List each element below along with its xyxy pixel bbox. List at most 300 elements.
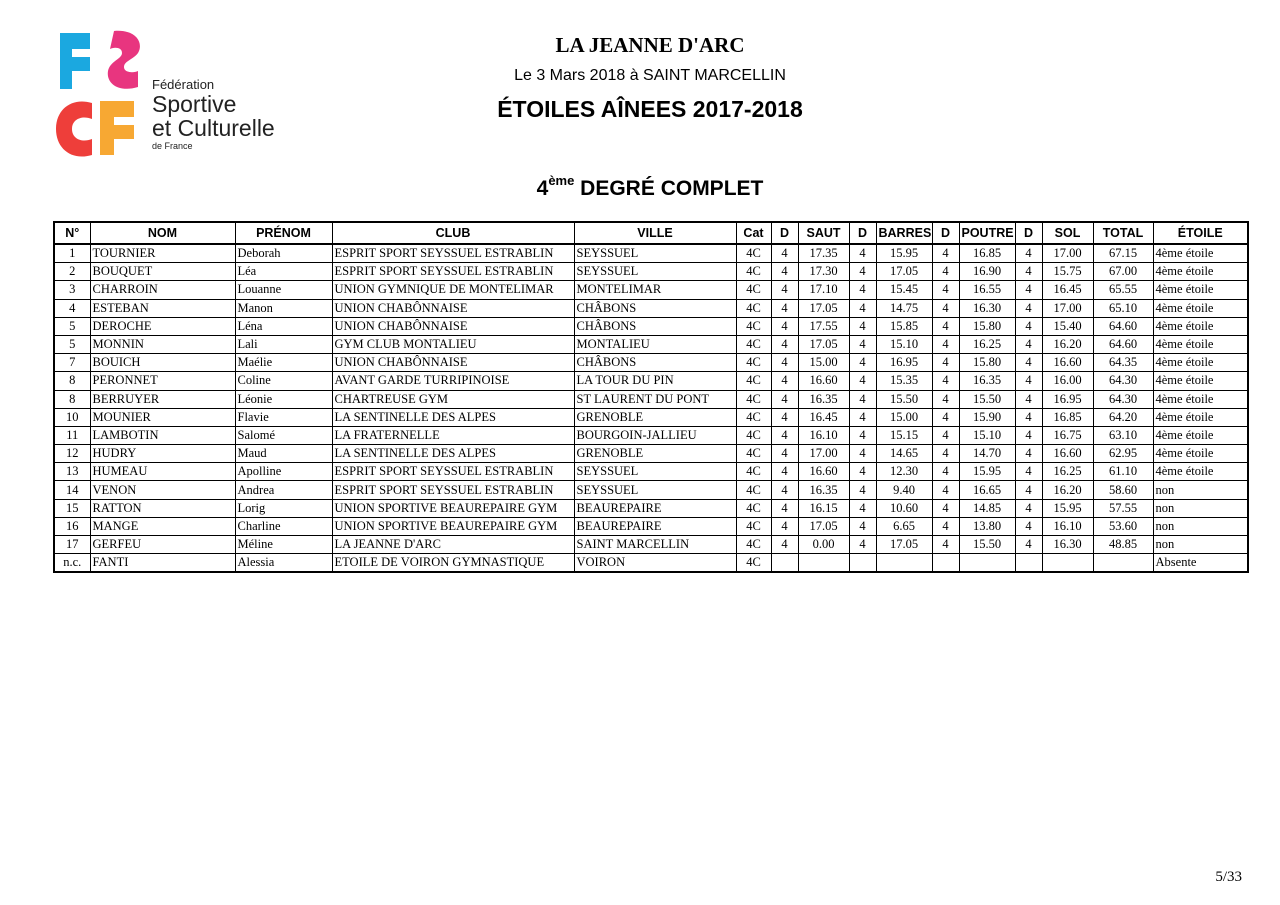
table-cell <box>876 554 932 573</box>
table-cell: LA SENTINELLE DES ALPES <box>332 445 574 463</box>
table-cell: MONTELIMAR <box>574 281 736 299</box>
table-cell: 15.50 <box>959 536 1015 554</box>
column-header: D <box>771 222 798 244</box>
table-cell: 4 <box>771 354 798 372</box>
table-cell: 16.60 <box>1042 354 1093 372</box>
table-cell: SEYSSUEL <box>574 481 736 499</box>
table-cell: 4 <box>849 263 876 281</box>
table-cell: 65.55 <box>1093 281 1153 299</box>
table-cell: Léa <box>235 263 332 281</box>
table-cell: 16.30 <box>959 299 1015 317</box>
table-cell: 4 <box>932 481 959 499</box>
table-cell: 16.00 <box>1042 372 1093 390</box>
table-cell: LA TOUR DU PIN <box>574 372 736 390</box>
table-cell: 4 <box>1015 299 1042 317</box>
table-cell: 4 <box>771 481 798 499</box>
table-cell: 4 <box>932 426 959 444</box>
table-cell: 4ème étoile <box>1153 445 1248 463</box>
table-cell: 16.45 <box>798 408 849 426</box>
logo-line-3: et Culturelle <box>152 115 275 141</box>
table-cell: 17 <box>54 536 90 554</box>
table-cell: UNION SPORTIVE BEAUREPAIRE GYM <box>332 499 574 517</box>
table-cell: 4 <box>932 263 959 281</box>
column-header: NOM <box>90 222 235 244</box>
table-cell: 16.90 <box>959 263 1015 281</box>
table-cell: 15.85 <box>876 317 932 335</box>
table-cell: 15.95 <box>876 244 932 263</box>
table-cell: Flavie <box>235 408 332 426</box>
table-cell: 4 <box>771 445 798 463</box>
table-cell: LA SENTINELLE DES ALPES <box>332 408 574 426</box>
table-cell: BOUICH <box>90 354 235 372</box>
table-cell: 4 <box>1015 426 1042 444</box>
table-cell: CHÂBONS <box>574 354 736 372</box>
table-cell: 4 <box>849 481 876 499</box>
table-cell: 4 <box>1015 281 1042 299</box>
table-cell: BOURGOIN-JALLIEU <box>574 426 736 444</box>
table-cell: 4 <box>932 281 959 299</box>
table-cell: 4 <box>1015 244 1042 263</box>
table-cell: 4ème étoile <box>1153 408 1248 426</box>
table-cell: 15.10 <box>959 426 1015 444</box>
table-cell <box>798 554 849 573</box>
table-cell: 2 <box>54 263 90 281</box>
table-cell: 64.60 <box>1093 335 1153 353</box>
table-row <box>54 354 1248 372</box>
table-cell: 15.80 <box>959 354 1015 372</box>
table-cell: 4C <box>736 426 771 444</box>
table-cell: 4 <box>849 463 876 481</box>
results-table <box>53 221 1249 573</box>
table-cell: 15.35 <box>876 372 932 390</box>
table-cell: 4 <box>932 299 959 317</box>
table-cell: BERRUYER <box>90 390 235 408</box>
table-cell: BEAUREPAIRE <box>574 517 736 535</box>
table-cell: 16.95 <box>876 354 932 372</box>
table-cell <box>771 554 798 573</box>
table-cell: 4 <box>1015 317 1042 335</box>
table-cell: CHÂBONS <box>574 299 736 317</box>
table-cell: ST LAURENT DU PONT <box>574 390 736 408</box>
column-header: POUTRE <box>959 222 1015 244</box>
table-cell: LA FRATERNELLE <box>332 426 574 444</box>
table-cell: FANTI <box>90 554 235 573</box>
table-cell: 4 <box>1015 335 1042 353</box>
table-cell: CHARTREUSE GYM <box>332 390 574 408</box>
club-title: LA JEANNE D'ARC <box>555 33 745 57</box>
table-cell: 4 <box>849 372 876 390</box>
table-cell: 4ème étoile <box>1153 354 1248 372</box>
table-cell: Salomé <box>235 426 332 444</box>
table-cell: LA JEANNE D'ARC <box>332 536 574 554</box>
table-cell: 64.30 <box>1093 372 1153 390</box>
table-cell: 17.55 <box>798 317 849 335</box>
table-cell: ESPRIT SPORT SEYSSUEL ESTRABLIN <box>332 244 574 263</box>
table-cell: 15.40 <box>1042 317 1093 335</box>
table-cell: 12 <box>54 445 90 463</box>
table-cell <box>932 554 959 573</box>
table-cell: 4 <box>932 354 959 372</box>
table-cell: 7 <box>54 354 90 372</box>
table-cell: 13 <box>54 463 90 481</box>
table-cell: 10 <box>54 408 90 426</box>
table-row <box>54 499 1248 517</box>
table-cell: 58.60 <box>1093 481 1153 499</box>
table-cell: 17.10 <box>798 281 849 299</box>
table-cell: 16.60 <box>798 372 849 390</box>
table-cell: 4C <box>736 517 771 535</box>
table-cell: 4C <box>736 244 771 263</box>
table-cell: 4 <box>849 517 876 535</box>
table-cell: non <box>1153 536 1248 554</box>
table-cell: 65.10 <box>1093 299 1153 317</box>
table-cell: 4ème étoile <box>1153 426 1248 444</box>
table-row <box>54 281 1248 299</box>
column-header: D <box>932 222 959 244</box>
table-cell: 16.95 <box>1042 390 1093 408</box>
table-cell: Maélie <box>235 354 332 372</box>
table-cell: LAMBOTIN <box>90 426 235 444</box>
table-cell: Léna <box>235 317 332 335</box>
table-cell: non <box>1153 481 1248 499</box>
table-cell: 15.00 <box>798 354 849 372</box>
table-cell: 48.85 <box>1093 536 1153 554</box>
table-cell: BEAUREPAIRE <box>574 499 736 517</box>
table-cell: ESTEBAN <box>90 299 235 317</box>
logo-line-2: Sportive <box>152 91 237 117</box>
table-cell: 3 <box>54 281 90 299</box>
table-cell: 15.10 <box>876 335 932 353</box>
table-cell: 4 <box>849 445 876 463</box>
table-cell: 4 <box>771 263 798 281</box>
table-row <box>54 517 1248 535</box>
page-number: 5/33 <box>1215 869 1242 885</box>
table-cell: 4 <box>849 408 876 426</box>
table-cell: Lorig <box>235 499 332 517</box>
table-cell: 4 <box>849 299 876 317</box>
table-cell: 14.75 <box>876 299 932 317</box>
table-cell: 16.55 <box>959 281 1015 299</box>
table-cell: 4C <box>736 445 771 463</box>
table-cell: GRENOBLE <box>574 445 736 463</box>
table-row <box>54 317 1248 335</box>
table-row <box>54 263 1248 281</box>
table-cell: 4ème étoile <box>1153 372 1248 390</box>
table-cell: SEYSSUEL <box>574 263 736 281</box>
table-cell: 64.30 <box>1093 390 1153 408</box>
table-cell: 4 <box>1015 263 1042 281</box>
table-cell: 4 <box>771 426 798 444</box>
table-row <box>54 554 1248 573</box>
table-cell: UNION CHABÔNNAISE <box>332 354 574 372</box>
logo-line-1: Fédération <box>152 77 215 92</box>
table-cell: 17.05 <box>876 263 932 281</box>
table-row <box>54 426 1248 444</box>
table-cell: 4C <box>736 354 771 372</box>
table-cell: 4C <box>736 481 771 499</box>
table-cell: 14 <box>54 481 90 499</box>
table-cell: 64.20 <box>1093 408 1153 426</box>
table-cell: 4 <box>1015 390 1042 408</box>
table-cell: UNION CHABÔNNAISE <box>332 317 574 335</box>
table-row <box>54 481 1248 499</box>
table-cell: ESPRIT SPORT SEYSSUEL ESTRABLIN <box>332 463 574 481</box>
table-cell: 4ème étoile <box>1153 263 1248 281</box>
table-cell: DEROCHE <box>90 317 235 335</box>
logo-line-4: de France <box>152 141 193 151</box>
column-header: ÉTOILE <box>1153 222 1248 244</box>
table-cell: AVANT GARDE TURRIPINOISE <box>332 372 574 390</box>
table-cell: 4C <box>736 463 771 481</box>
table-cell: 16.35 <box>959 372 1015 390</box>
table-cell: 4 <box>771 408 798 426</box>
table-cell <box>1093 554 1153 573</box>
table-row <box>54 536 1248 554</box>
table-cell: 4 <box>932 408 959 426</box>
table-cell: 15.50 <box>876 390 932 408</box>
table-cell: 14.85 <box>959 499 1015 517</box>
table-cell: 4 <box>849 317 876 335</box>
table-cell: 67.15 <box>1093 244 1153 263</box>
degree-label: DEGRÉ COMPLET <box>574 177 764 200</box>
table-cell: 4 <box>849 426 876 444</box>
table-cell: 4 <box>932 499 959 517</box>
table-cell: 4 <box>1015 499 1042 517</box>
table-cell: 12.30 <box>876 463 932 481</box>
table-cell: 16.15 <box>798 499 849 517</box>
degree-number: 4 <box>536 177 549 200</box>
table-cell: non <box>1153 499 1248 517</box>
table-cell: 14.70 <box>959 445 1015 463</box>
table-cell: Méline <box>235 536 332 554</box>
table-cell: ESPRIT SPORT SEYSSUEL ESTRABLIN <box>332 481 574 499</box>
table-cell: 4ème étoile <box>1153 335 1248 353</box>
table-cell: 4 <box>771 335 798 353</box>
table-cell: 4 <box>849 335 876 353</box>
table-cell: 4 <box>771 281 798 299</box>
table-cell: 15 <box>54 499 90 517</box>
table-cell: 4 <box>849 536 876 554</box>
table-cell: 4 <box>849 244 876 263</box>
table-cell: HUDRY <box>90 445 235 463</box>
table-cell: 4 <box>932 517 959 535</box>
column-header: D <box>1015 222 1042 244</box>
table-cell: 17.35 <box>798 244 849 263</box>
table-cell: 17.05 <box>798 335 849 353</box>
table-cell: Deborah <box>235 244 332 263</box>
table-cell: 4 <box>771 536 798 554</box>
table-cell: VENON <box>90 481 235 499</box>
table-cell: 17.00 <box>1042 299 1093 317</box>
table-cell <box>1042 554 1093 573</box>
table-cell: UNION CHABÔNNAISE <box>332 299 574 317</box>
table-cell: 5 <box>54 317 90 335</box>
table-cell: 4 <box>932 445 959 463</box>
table-cell: Andrea <box>235 481 332 499</box>
table-cell: 4 <box>1015 372 1042 390</box>
table-cell: 4C <box>736 408 771 426</box>
table-cell: 4 <box>849 354 876 372</box>
table-cell: 4 <box>771 517 798 535</box>
table-cell: 17.00 <box>1042 244 1093 263</box>
table-cell: 16.30 <box>1042 536 1093 554</box>
table-cell: Coline <box>235 372 332 390</box>
table-cell: CHARROIN <box>90 281 235 299</box>
table-cell: MONTALIEU <box>574 335 736 353</box>
table-cell: 4 <box>1015 354 1042 372</box>
table-cell: 4C <box>736 335 771 353</box>
table-row <box>54 390 1248 408</box>
table-cell: 4ème étoile <box>1153 299 1248 317</box>
table-cell: 16.25 <box>959 335 1015 353</box>
table-cell: 61.10 <box>1093 463 1153 481</box>
table-cell: Apolline <box>235 463 332 481</box>
table-cell: 4 <box>932 335 959 353</box>
table-cell: 16.75 <box>1042 426 1093 444</box>
column-header: TOTAL <box>1093 222 1153 244</box>
column-header: Cat <box>736 222 771 244</box>
table-cell: Alessia <box>235 554 332 573</box>
table-cell: 17.05 <box>798 517 849 535</box>
table-row <box>54 445 1248 463</box>
table-cell: GYM CLUB MONTALIEU <box>332 335 574 353</box>
column-header: CLUB <box>332 222 574 244</box>
column-header: PRÉNOM <box>235 222 332 244</box>
table-cell: 4C <box>736 299 771 317</box>
table-cell: 4 <box>771 390 798 408</box>
table-cell: 4 <box>932 317 959 335</box>
table-cell: 16.85 <box>959 244 1015 263</box>
table-cell: 4ème étoile <box>1153 390 1248 408</box>
table-cell: 17.30 <box>798 263 849 281</box>
table-cell: SEYSSUEL <box>574 244 736 263</box>
table-cell: 4 <box>849 281 876 299</box>
table-cell: 4ème étoile <box>1153 244 1248 263</box>
table-cell: ETOILE DE VOIRON GYMNASTIQUE <box>332 554 574 573</box>
competition-title: ÉTOILES AÎNEES 2017-2018 <box>497 96 803 122</box>
table-cell: non <box>1153 517 1248 535</box>
table-cell: VOIRON <box>574 554 736 573</box>
column-header: SOL <box>1042 222 1093 244</box>
table-cell: 6.65 <box>876 517 932 535</box>
table-cell: 4 <box>1015 463 1042 481</box>
table-body <box>54 244 1248 572</box>
table-cell: 4 <box>932 536 959 554</box>
table-cell: 0.00 <box>798 536 849 554</box>
table-cell: 4 <box>932 390 959 408</box>
table-cell: 53.60 <box>1093 517 1153 535</box>
table-cell: 4 <box>1015 536 1042 554</box>
table-cell: SAINT MARCELLIN <box>574 536 736 554</box>
table-cell: MOUNIER <box>90 408 235 426</box>
table-cell: 4 <box>771 317 798 335</box>
table-cell: 4 <box>1015 481 1042 499</box>
table-cell: PERONNET <box>90 372 235 390</box>
table-cell: 4C <box>736 499 771 517</box>
table-row <box>54 335 1248 353</box>
table-cell: UNION SPORTIVE BEAUREPAIRE GYM <box>332 517 574 535</box>
table-cell: 9.40 <box>876 481 932 499</box>
table-cell: 16.20 <box>1042 481 1093 499</box>
table-cell: 4 <box>849 499 876 517</box>
table-cell: 13.80 <box>959 517 1015 535</box>
table-cell: 4 <box>932 244 959 263</box>
column-header: BARRES <box>876 222 932 244</box>
table-cell: UNION GYMNIQUE DE MONTELIMAR <box>332 281 574 299</box>
table-cell: 4 <box>932 463 959 481</box>
table-cell: SEYSSUEL <box>574 463 736 481</box>
table-cell: Lali <box>235 335 332 353</box>
table-cell: 15.95 <box>959 463 1015 481</box>
table-cell: 16.45 <box>1042 281 1093 299</box>
table-cell: 16.85 <box>1042 408 1093 426</box>
table-cell: 15.80 <box>959 317 1015 335</box>
table-cell: TOURNIER <box>90 244 235 263</box>
table-cell: 4C <box>736 536 771 554</box>
table-cell: HUMEAU <box>90 463 235 481</box>
table-cell: 15.90 <box>959 408 1015 426</box>
table-cell: MANGE <box>90 517 235 535</box>
table-header-row <box>54 222 1248 244</box>
table-cell <box>959 554 1015 573</box>
table-cell: 62.95 <box>1093 445 1153 463</box>
table-cell: 16.10 <box>798 426 849 444</box>
table-cell: 16.60 <box>1042 445 1093 463</box>
table-cell: MONNIN <box>90 335 235 353</box>
table-cell: 15.15 <box>876 426 932 444</box>
table-cell: 10.60 <box>876 499 932 517</box>
table-row <box>54 372 1248 390</box>
table-cell: Charline <box>235 517 332 535</box>
table-cell: 8 <box>54 372 90 390</box>
table-cell <box>1015 554 1042 573</box>
table-cell: 57.55 <box>1093 499 1153 517</box>
table-cell: 14.65 <box>876 445 932 463</box>
table-cell: 4 <box>771 499 798 517</box>
table-cell: CHÂBONS <box>574 317 736 335</box>
table-cell: Léonie <box>235 390 332 408</box>
table-cell: 16.10 <box>1042 517 1093 535</box>
table-cell: 16.60 <box>798 463 849 481</box>
table-cell: 4ème étoile <box>1153 317 1248 335</box>
table-row <box>54 463 1248 481</box>
table-cell: Louanne <box>235 281 332 299</box>
date-place: Le 3 Mars 2018 à SAINT MARCELLIN <box>514 67 786 84</box>
table-cell: 67.00 <box>1093 263 1153 281</box>
table-cell: 16.35 <box>798 390 849 408</box>
column-header: VILLE <box>574 222 736 244</box>
table-cell: ESPRIT SPORT SEYSSUEL ESTRABLIN <box>332 263 574 281</box>
table-cell: 15.50 <box>959 390 1015 408</box>
table-cell: 4C <box>736 390 771 408</box>
table-cell: GERFEU <box>90 536 235 554</box>
table-cell: 17.00 <box>798 445 849 463</box>
table-cell: 15.95 <box>1042 499 1093 517</box>
table-cell: 4 <box>1015 445 1042 463</box>
table-cell: 4ème étoile <box>1153 463 1248 481</box>
column-header: SAUT <box>798 222 849 244</box>
table-cell: 15.75 <box>1042 263 1093 281</box>
table-cell: 4C <box>736 263 771 281</box>
table-cell: 4C <box>736 317 771 335</box>
table-cell: 16.35 <box>798 481 849 499</box>
table-cell: 4ème étoile <box>1153 281 1248 299</box>
table-cell: 17.05 <box>798 299 849 317</box>
table-cell: n.c. <box>54 554 90 573</box>
column-header: N° <box>54 222 90 244</box>
table-row <box>54 244 1248 263</box>
table-cell: 63.10 <box>1093 426 1153 444</box>
